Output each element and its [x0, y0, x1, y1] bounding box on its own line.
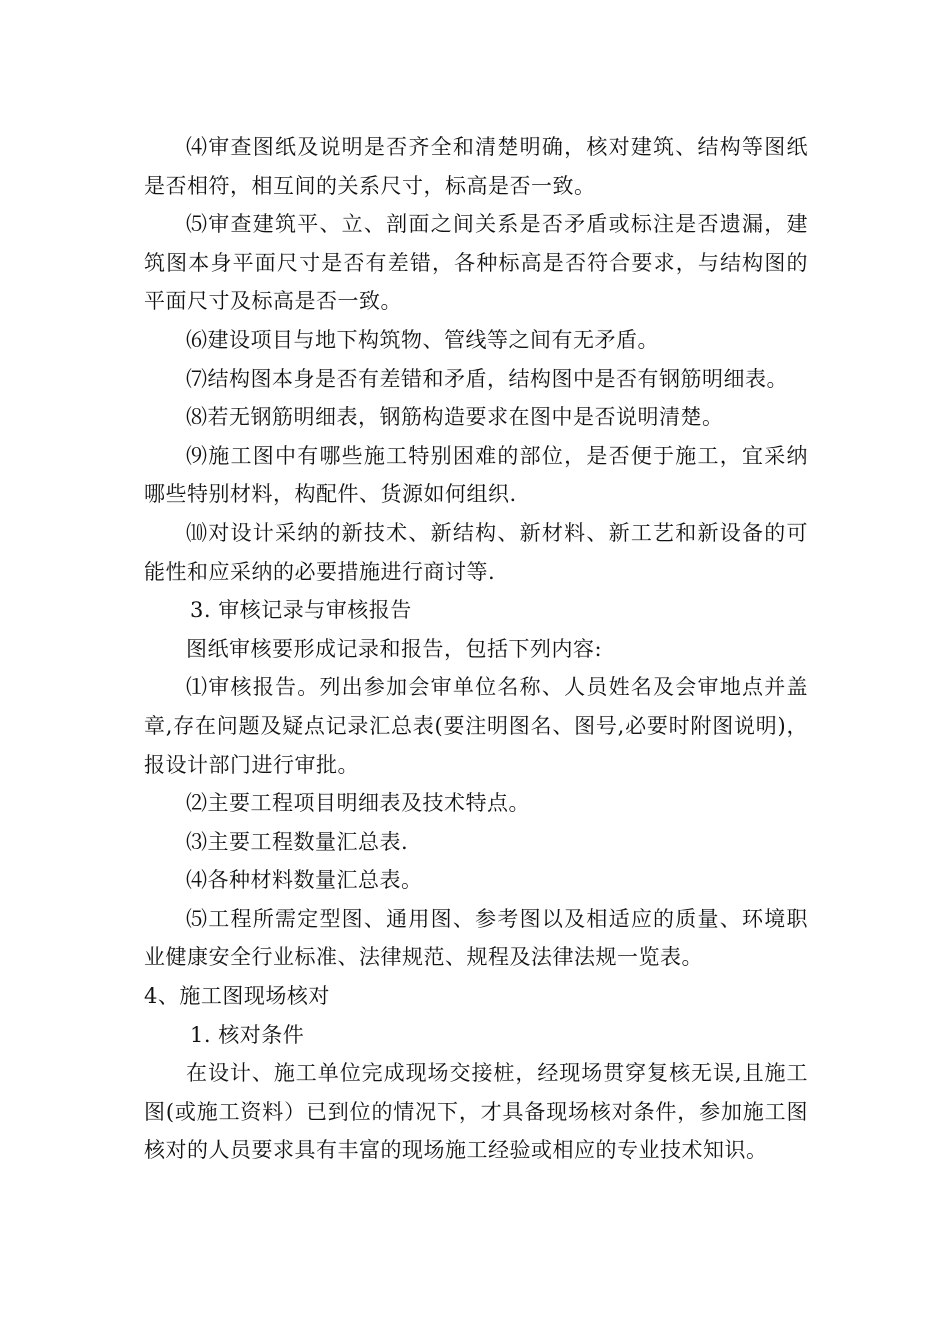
review-item-10: ⑽对设计采纳的新技术、新结构、新材料、新工艺和新设备的可能性和应采纳的必要措施进行商讨等. [144, 520, 808, 584]
record-item-2: ⑵主要工程项目明细表及技术特点。 [186, 791, 530, 816]
record-item-5: ⑸工程所需定型图、通用图、参考图以及相适应的质量、环境职业健康安全行业标准、法律规范、规程及法律法规一览表。 [144, 906, 808, 970]
document-body [144, 128, 808, 1170]
section-4-heading: 4、施工图现场核对 [144, 984, 330, 1009]
section-4-1-body: 在设计、施工单位完成现场交接桩，经现场贯穿复核无误,且施工图(或施工资料）已到位的情况下，才具备现场核对条件，参加施工图核对的人员要求具有丰富的现场施工经验或相应的专业技术知识。 [144, 1061, 808, 1163]
review-item-6: ⑹建设项目与地下构筑物、管线等之间有无矛盾。 [186, 327, 659, 352]
record-item-1: ⑴审核报告。列出参加会审单位名称、人员姓名及会审地点并盖章,存在问题及疑点记录汇总表(要注明图名、图号,必要时附图说明)，报设计部门进行审批。 [144, 675, 808, 777]
review-item-5: ⑸审查建筑平、立、剖面之间关系是否矛盾或标注是否遗漏，建筑图本身平面尺寸是否有差错，各种标高是否符合要求，与结构图的平面尺寸及标高是否一致。 [144, 212, 808, 314]
record-item-4: ⑷各种材料数量汇总表。 [186, 868, 423, 893]
record-item-3: ⑶主要工程数量汇总表. [186, 829, 409, 854]
section-3-heading: 3. 审核记录与审核报告 [190, 598, 412, 623]
review-item-9: ⑼施工图中有哪些施工特别困难的部位，是否便于施工，宜采纳哪些特别材料，构配件、货源如何组织. [144, 443, 808, 507]
section-3-intro: 图纸审核要形成记录和报告，包括下列内容: [186, 636, 603, 661]
review-item-8: ⑻若无钢筋明细表，钢筋构造要求在图中是否说明清楚。 [186, 405, 724, 430]
section-4-1-heading: 1. 核对条件 [190, 1022, 305, 1047]
review-item-7: ⑺结构图本身是否有差错和矛盾，结构图中是否有钢筋明细表。 [186, 366, 788, 391]
review-item-4: ⑷审查图纸及说明是否齐全和清楚明确，核对建筑、结构等图纸是否相符，相互间的关系尺寸，标高是否一致。 [144, 135, 808, 198]
